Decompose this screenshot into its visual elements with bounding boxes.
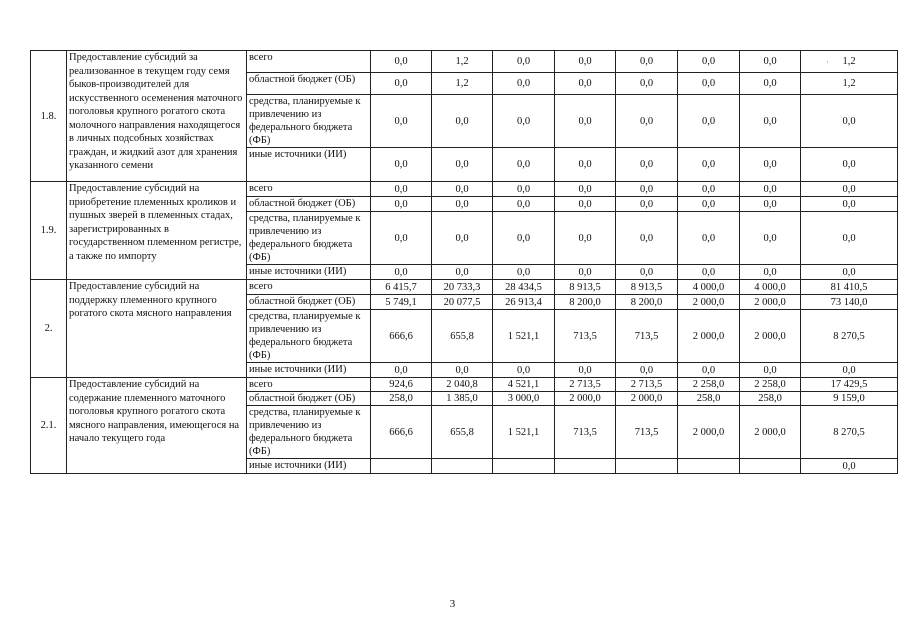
value-cell: 0,0 xyxy=(493,95,555,148)
value-cell: 0,0 xyxy=(616,212,678,265)
value-cell xyxy=(555,459,616,474)
value-cell: 0,0 xyxy=(371,182,432,197)
item-code: 1.9. xyxy=(31,182,67,280)
value-cell: 8 200,0 xyxy=(616,295,678,310)
value-cell: 0,0 xyxy=(616,73,678,95)
funding-source: средства, планируемые к привлечению из федерального бюджета (ФБ) xyxy=(247,406,371,459)
value-cell: 0,0 xyxy=(555,265,616,280)
table-row xyxy=(31,51,898,73)
value-cell: 0,0 xyxy=(678,73,740,95)
value-cell: 0,0 xyxy=(678,197,740,212)
table-row xyxy=(31,280,898,295)
value-cell: 0,0 xyxy=(493,212,555,265)
value-cell: 1,2 xyxy=(432,51,493,73)
value-cell: 2 000,0 xyxy=(740,295,801,310)
total-value-cell: 17 429,5 xyxy=(801,378,898,392)
value-cell: 0,0 xyxy=(493,73,555,95)
value-cell: 6 415,7 xyxy=(371,280,432,295)
value-cell: 8 913,5 xyxy=(555,280,616,295)
page-number: 3 xyxy=(449,598,456,610)
value-cell: 0,0 xyxy=(740,148,801,182)
value-cell: 0,0 xyxy=(678,182,740,197)
value-cell: 713,5 xyxy=(555,406,616,459)
value-cell: 0,0 xyxy=(616,95,678,148)
value-cell: 2 258,0 xyxy=(678,378,740,392)
value-cell: 2 040,8 xyxy=(432,378,493,392)
funding-source: иные источники (ИИ) xyxy=(247,148,371,182)
value-cell: 3 000,0 xyxy=(493,392,555,406)
value-cell: 5 749,1 xyxy=(371,295,432,310)
value-cell: 0,0 xyxy=(371,197,432,212)
value-cell: 4 000,0 xyxy=(740,280,801,295)
funding-source: иные источники (ИИ) xyxy=(247,363,371,378)
value-cell: 0,0 xyxy=(371,363,432,378)
value-cell xyxy=(678,459,740,474)
table-row xyxy=(31,182,898,197)
value-cell: 258,0 xyxy=(740,392,801,406)
value-cell: 1 385,0 xyxy=(432,392,493,406)
value-cell: 0,0 xyxy=(493,197,555,212)
item-code: 2.1. xyxy=(31,378,67,474)
value-cell: 8 913,5 xyxy=(616,280,678,295)
value-cell: 2 713,5 xyxy=(555,378,616,392)
value-cell: 0,0 xyxy=(740,363,801,378)
value-cell: 666,6 xyxy=(371,310,432,363)
item-name: Предоставление субсидий на содержание племенного маточного поголовья крупного рогатого скота мясного направления, имеющегося на начало текущего года xyxy=(67,378,247,474)
funding-source: всего xyxy=(247,51,371,73)
value-cell: 2 000,0 xyxy=(740,406,801,459)
value-cell: 0,0 xyxy=(616,265,678,280)
funding-source: всего xyxy=(247,280,371,295)
value-cell: 2 000,0 xyxy=(678,295,740,310)
funding-source: областной бюджет (ОБ) xyxy=(247,73,371,95)
value-cell: 0,0 xyxy=(432,148,493,182)
value-cell: 713,5 xyxy=(555,310,616,363)
value-cell: 0,0 xyxy=(678,95,740,148)
value-cell: 28 434,5 xyxy=(493,280,555,295)
value-cell: 0,0 xyxy=(740,212,801,265)
value-cell: 0,0 xyxy=(371,73,432,95)
value-cell: 4 521,1 xyxy=(493,378,555,392)
total-value-cell: 73 140,0 xyxy=(801,295,898,310)
value-cell: 0,0 xyxy=(616,182,678,197)
total-value-cell: 0,0 xyxy=(801,95,898,148)
funding-source: всего xyxy=(247,182,371,197)
value-cell: 0,0 xyxy=(740,197,801,212)
value-cell xyxy=(740,459,801,474)
value-cell: 0,0 xyxy=(678,148,740,182)
funding-source: областной бюджет (ОБ) xyxy=(247,197,371,212)
funding-source: областной бюджет (ОБ) xyxy=(247,392,371,406)
value-cell: 0,0 xyxy=(432,212,493,265)
value-cell: 0,0 xyxy=(555,197,616,212)
total-value-cell: 0,0 xyxy=(801,363,898,378)
value-cell: 0,0 xyxy=(493,51,555,73)
value-cell: 0,0 xyxy=(432,182,493,197)
value-cell: 258,0 xyxy=(678,392,740,406)
value-cell: 0,0 xyxy=(616,51,678,73)
value-cell: 0,0 xyxy=(371,212,432,265)
value-cell: 924,6 xyxy=(371,378,432,392)
value-cell: 0,0 xyxy=(740,73,801,95)
table-body xyxy=(31,51,898,474)
value-cell: 713,5 xyxy=(616,310,678,363)
value-cell: 26 913,4 xyxy=(493,295,555,310)
value-cell: 20 733,3 xyxy=(432,280,493,295)
value-cell: 0,0 xyxy=(493,182,555,197)
value-cell: 655,8 xyxy=(432,406,493,459)
value-cell: 666,6 xyxy=(371,406,432,459)
value-cell: 0,0 xyxy=(371,95,432,148)
value-cell: 0,0 xyxy=(555,182,616,197)
total-value-cell: 0,0 xyxy=(801,459,898,474)
value-cell: 0,0 xyxy=(493,265,555,280)
value-cell xyxy=(616,459,678,474)
total-value-cell: 0,0 xyxy=(801,182,898,197)
value-cell: 0,0 xyxy=(432,363,493,378)
value-cell: 0,0 xyxy=(371,265,432,280)
value-cell: 1,2 xyxy=(432,73,493,95)
funding-source: средства, планируемые к привлечению из федерального бюджета (ФБ) xyxy=(247,95,371,148)
total-value-cell: 81 410,5 xyxy=(801,280,898,295)
item-code: 2. xyxy=(31,280,67,378)
value-cell: 0,0 xyxy=(555,73,616,95)
value-cell: 0,0 xyxy=(493,363,555,378)
funding-source: иные источники (ИИ) xyxy=(247,265,371,280)
value-cell xyxy=(493,459,555,474)
total-value-cell: 0,0 xyxy=(801,265,898,280)
value-cell: 0,0 xyxy=(678,51,740,73)
value-cell: 0,0 xyxy=(740,182,801,197)
value-cell: 20 077,5 xyxy=(432,295,493,310)
value-cell: 2 000,0 xyxy=(616,392,678,406)
item-name: Предоставление субсидий за реализованное в текущем году семя быков-производителей для искусственного осеменения маточного поголовья крупного рогатого скота молочного направления находящегося в личных подсобных хозяйствах граждан, и жидкий азот для хранения указанного семени xyxy=(67,51,247,182)
value-cell: 2 000,0 xyxy=(678,406,740,459)
value-cell: 4 000,0 xyxy=(678,280,740,295)
value-cell: 0,0 xyxy=(555,212,616,265)
value-cell: 0,0 xyxy=(740,265,801,280)
value-cell xyxy=(371,459,432,474)
value-cell: 0,0 xyxy=(740,51,801,73)
funding-source: иные источники (ИИ) xyxy=(247,459,371,474)
value-cell: 0,0 xyxy=(432,265,493,280)
value-cell: 258,0 xyxy=(371,392,432,406)
total-value-cell: 8 270,5 xyxy=(801,310,898,363)
funding-source: областной бюджет (ОБ) xyxy=(247,295,371,310)
budget-table xyxy=(30,50,898,474)
value-cell: 0,0 xyxy=(740,95,801,148)
value-cell xyxy=(432,459,493,474)
value-cell: 2 000,0 xyxy=(740,310,801,363)
value-cell: 0,0 xyxy=(678,212,740,265)
value-cell: 0,0 xyxy=(555,148,616,182)
value-cell: 1 521,1 xyxy=(493,310,555,363)
value-cell: 0,0 xyxy=(616,148,678,182)
total-value-cell: 0,0 xyxy=(801,148,898,182)
value-cell: 0,0 xyxy=(371,148,432,182)
funding-source: средства, планируемые к привлечению из федерального бюджета (ФБ) xyxy=(247,310,371,363)
funding-source: всего xyxy=(247,378,371,392)
value-cell: 1 521,1 xyxy=(493,406,555,459)
total-value-cell: 9 159,0 xyxy=(801,392,898,406)
value-cell: 0,0 xyxy=(678,363,740,378)
value-cell: 0,0 xyxy=(555,363,616,378)
table-row xyxy=(31,378,898,392)
value-cell: 0,0 xyxy=(432,197,493,212)
value-cell: 0,0 xyxy=(432,95,493,148)
value-cell: 713,5 xyxy=(616,406,678,459)
value-cell: 2 258,0 xyxy=(740,378,801,392)
value-cell: 655,8 xyxy=(432,310,493,363)
total-value-cell: 0,0 xyxy=(801,197,898,212)
value-cell: 0,0 xyxy=(493,148,555,182)
value-cell: 0,0 xyxy=(616,363,678,378)
value-cell: 0,0 xyxy=(371,51,432,73)
funding-source: средства, планируемые к привлечению из федерального бюджета (ФБ) xyxy=(247,212,371,265)
value-cell: 2 713,5 xyxy=(616,378,678,392)
value-cell: 2 000,0 xyxy=(555,392,616,406)
value-cell: 0,0 xyxy=(555,95,616,148)
scan-mark: · xyxy=(826,57,829,67)
total-value-cell: 1,2 xyxy=(801,51,898,73)
item-code: 1.8. xyxy=(31,51,67,182)
value-cell: 0,0 xyxy=(616,197,678,212)
value-cell: 0,0 xyxy=(678,265,740,280)
total-value-cell: 0,0 xyxy=(801,212,898,265)
total-value-cell: 8 270,5 xyxy=(801,406,898,459)
value-cell: 2 000,0 xyxy=(678,310,740,363)
item-name: Предоставление субсидий на поддержку племенного крупного рогатого скота мясного направления xyxy=(67,280,247,378)
value-cell: 0,0 xyxy=(555,51,616,73)
item-name: Предоставление субсидий на приобретение племенных кроликов и пушных зверей в племенных стадах, зарегистрированных в государственном племенном регистре, а также по импорту xyxy=(67,182,247,280)
value-cell: 8 200,0 xyxy=(555,295,616,310)
total-value-cell: 1,2 xyxy=(801,73,898,95)
